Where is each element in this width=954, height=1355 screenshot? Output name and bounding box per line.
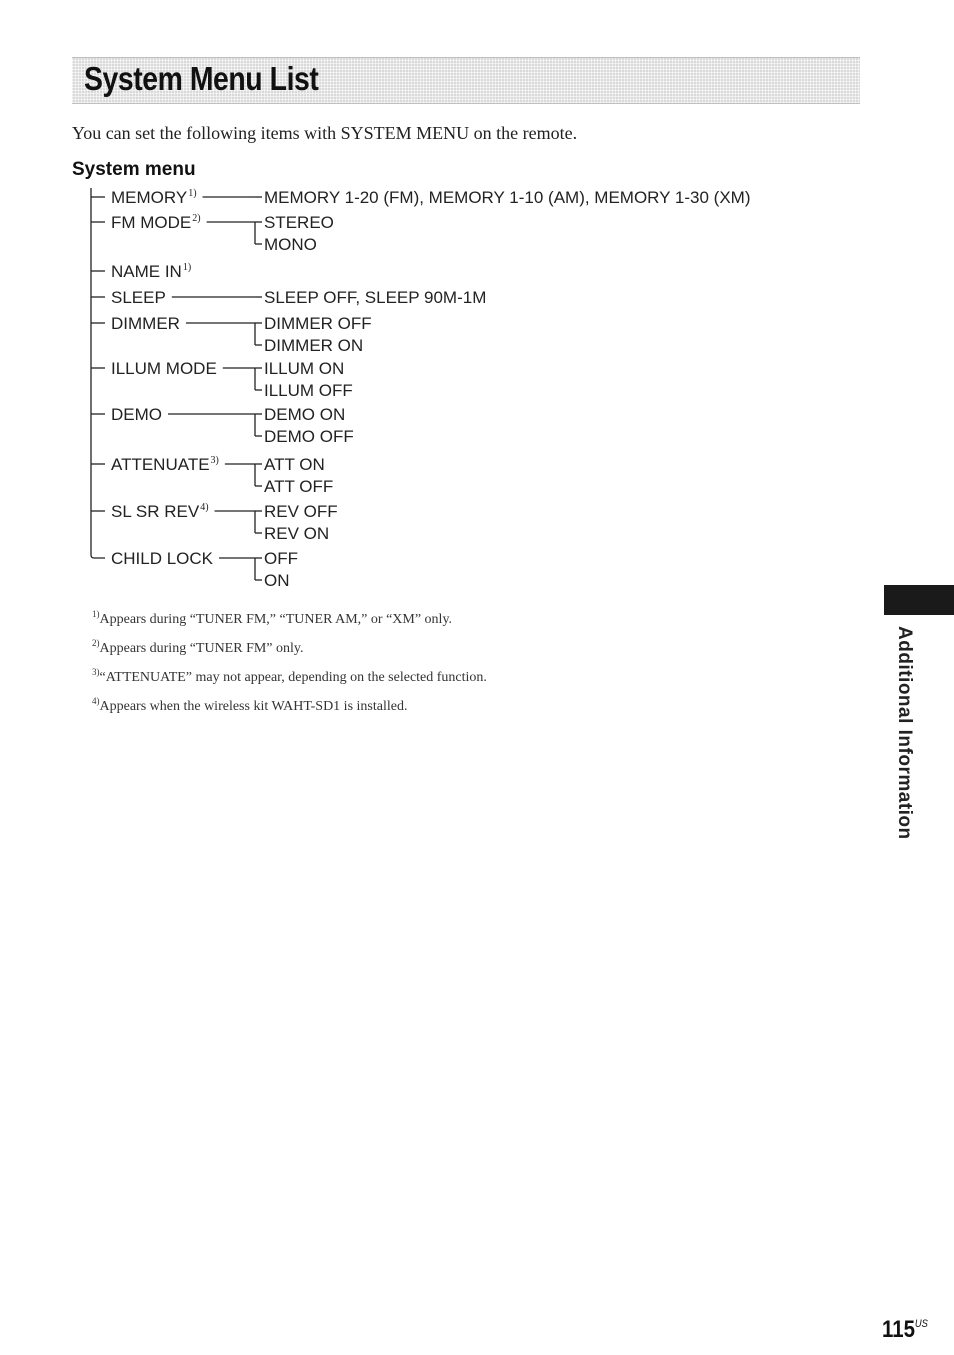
menu-option: ON	[264, 571, 290, 590]
footnote-ref: 1)	[182, 262, 192, 273]
menu-option: DIMMER ON	[264, 336, 364, 355]
menu-item-label: DEMO	[111, 405, 162, 424]
menu-option: STEREO	[264, 213, 334, 232]
menu-option: DIMMER OFF	[264, 314, 372, 333]
footnote-ref: 4)	[200, 502, 209, 513]
system-menu-tree	[0, 0, 954, 620]
menu-option: ILLUM ON	[264, 359, 345, 378]
menu-item-label: CHILD LOCK	[111, 549, 214, 568]
side-tab-label: Additional Information	[894, 626, 915, 840]
menu-item-label: SL SR REV	[111, 502, 200, 521]
menu-option: REV OFF	[264, 502, 338, 521]
menu-option: ILLUM OFF	[264, 381, 353, 400]
menu-item-label: NAME IN	[111, 262, 182, 281]
footnote-3: $^{3)}$“ATTENUATE” may not appear, depending on the selected function.	[92, 667, 487, 685]
section-tab-marker	[884, 585, 954, 615]
intro-text: You can set the following items with SYSTEM MENU on the remote.	[72, 123, 578, 143]
menu-item-label: MEMORY	[111, 188, 188, 207]
page-number: $115^{US}$	[882, 1316, 928, 1343]
footnote-ref: 3)	[210, 455, 219, 466]
menu-option: MONO	[264, 235, 317, 254]
menu-item-label: FM MODE	[111, 213, 192, 232]
menu-option: DEMO OFF	[264, 427, 354, 446]
menu-item-label: ATTENUATE	[111, 455, 210, 474]
page-title: System Menu List	[84, 60, 319, 97]
menu-option: REV ON	[264, 524, 330, 543]
menu-option: OFF	[264, 549, 298, 568]
menu-option: ATT OFF	[264, 477, 334, 496]
section-heading: System menu	[72, 159, 196, 180]
menu-item-label: SLEEP	[111, 288, 166, 307]
menu-option: DEMO ON	[264, 405, 346, 424]
footnote-1: $^{1)}$Appears during “TUNER FM,” “TUNER AM,” or “XM” only.	[92, 609, 453, 627]
menu-option: SLEEP OFF, SLEEP 90M-1M	[264, 288, 487, 307]
footnote-ref: 1)	[188, 188, 197, 199]
menu-option: MEMORY 1-20 (FM), MEMORY 1-10 (AM), MEMORY 1-30 (XM)	[264, 188, 751, 207]
footnote-2: $^{2)}$Appears during “TUNER FM” only.	[92, 638, 304, 656]
menu-option: ATT ON	[264, 455, 325, 474]
footnote-4: $^{4)}$Appears when the wireless kit WAHT-SD1 is installed.	[92, 696, 408, 714]
footnote-ref: 2)	[192, 213, 201, 224]
tree-corner	[91, 555, 105, 558]
menu-item-label: ILLUM MODE	[111, 359, 217, 378]
menu-item-label: DIMMER	[111, 314, 180, 333]
